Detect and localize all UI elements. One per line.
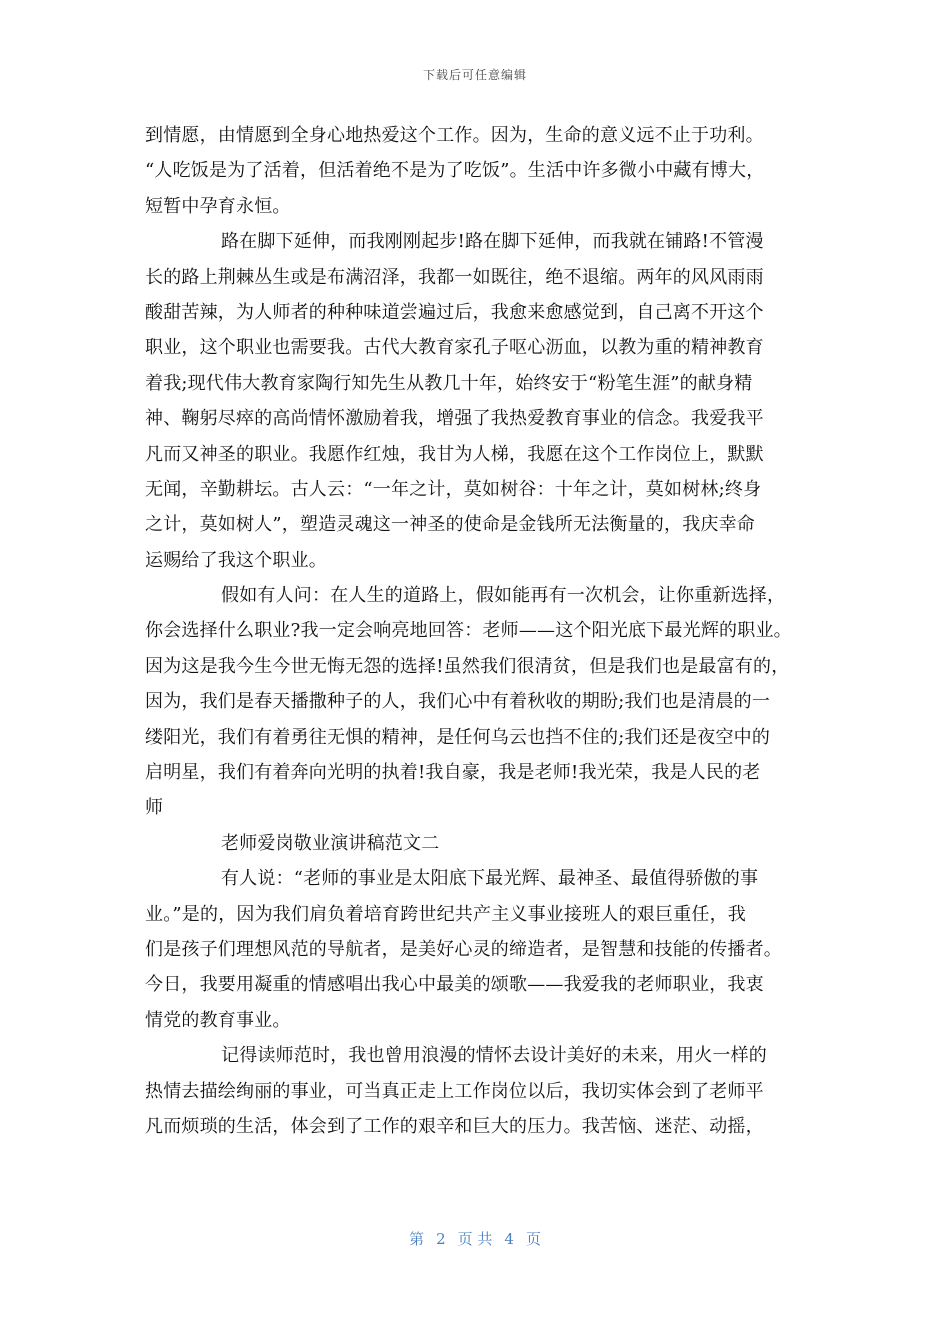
footer-label-total: 页 共 <box>457 1230 493 1248</box>
text-line: 酸甜苦辣，为人师者的种种味道尝遍过后，我愈来愈感觉到，自己离不开这个 <box>145 301 764 323</box>
footer-label-page: 第 <box>409 1230 425 1248</box>
footer-total-pages: 4 <box>504 1230 514 1248</box>
text-line: “人吃饭是为了活着，但活着绝不是为了吃饭”。生活中许多微小中藏有博大， <box>145 160 765 182</box>
text-line: 热情去描绘绚丽的事业，可当真正走上工作岗位以后，我切实体会到了老师平 <box>145 1080 764 1102</box>
text-line: 老师爱岗敬业演讲稿范文二 <box>221 832 440 854</box>
page-header: 下载后可任意编辑 <box>422 68 527 82</box>
text-line: 师 <box>145 797 164 819</box>
text-line: 记得读师范时，我也曾用浪漫的情怀去设计美好的未来，用火一样的 <box>221 1045 767 1067</box>
footer-current-page: 2 <box>436 1230 446 1248</box>
text-line: 假如有人问：在人生的道路上，假如能再有一次机会，让你重新选择， <box>221 585 786 607</box>
text-line: 有人说：“老师的事业是太阳底下最光辉、最神圣、最值得骄傲的事 <box>221 868 759 890</box>
text-line: 因为这是我今生今世无悔无怨的选择!虽然我们很清贫，但是我们也是最富有的， <box>145 655 790 677</box>
text-line: 你会选择什么职业?我一定会响亮地回答：老师——这个阳光底下最光辉的职业。 <box>145 620 792 642</box>
text-line: 职业，这个职业也需要我。古代大教育家孔子呕心沥血，以教为重的精神教育 <box>145 337 764 359</box>
text-line: 之计，莫如树人”，塑造灵魂这一神圣的使命是金钱所无法衡量的，我庆幸命 <box>145 514 755 536</box>
text-line: 到情愿，由情愿到全身心地热爱这个工作。因为，生命的意义远不止于功利。 <box>145 125 764 146</box>
footer-label-end: 页 <box>525 1230 541 1248</box>
text-line: 短暂中孕育永恒。 <box>145 195 291 217</box>
text-line: 凡而又神圣的职业。我愿作红烛，我甘为人梯，我愿在这个工作岗位上，默默 <box>145 443 764 465</box>
page-footer <box>0 1228 950 1249</box>
text-line: 着我;现代伟大教育家陶行知先生从教几十年，始终安于“粉笔生涯”的献身精 <box>145 372 753 394</box>
text-line: 启明星，我们有着奔向光明的执着!我自豪，我是老师!我光荣，我是人民的老 <box>145 762 761 784</box>
text-line: 路在脚下延伸，而我刚刚起步!路在脚下延伸，而我就在铺路!不管漫 <box>221 231 764 253</box>
text-line: 运赐给了我这个职业。 <box>145 549 327 571</box>
text-line: 长的路上荆棘丛生或是布满沼泽，我都一如既往，绝不退缩。两年的风风雨雨 <box>145 266 764 288</box>
text-line: 凡而烦琐的生活，体会到了工作的艰辛和巨大的压力。我苦恼、迷茫、动摇， <box>145 1115 764 1137</box>
text-line: 们是孩子们理想风范的导航者，是美好心灵的缔造者，是智慧和技能的传播者。 <box>145 938 782 960</box>
text-line: 因为，我们是春天播撒种子的人，我们心中有着秋收的期盼;我们也是清晨的一 <box>145 691 771 713</box>
text-line: 无闻，辛勤耕坛。古人云：“一年之计，莫如树谷：十年之计，莫如树林;终身 <box>145 478 762 500</box>
text-line: 今日，我要用凝重的情感唱出我心中最美的颂歌——我爱我的老师职业，我衷 <box>145 974 764 996</box>
document-body <box>145 118 810 1144</box>
text-line: 情党的教育事业。 <box>145 1009 291 1031</box>
text-line: 缕阳光，我们有着勇往无惧的精神，是任何乌云也挡不住的;我们还是夜空中的 <box>145 726 771 748</box>
text-line: 神、鞠躬尽瘁的高尚情怀激励着我，增强了我热爱教育事业的信念。我爱我平 <box>145 408 764 430</box>
text-line: 业。”是的，因为我们肩负着培育跨世纪共产主义事业接班人的艰巨重任，我 <box>145 903 746 925</box>
